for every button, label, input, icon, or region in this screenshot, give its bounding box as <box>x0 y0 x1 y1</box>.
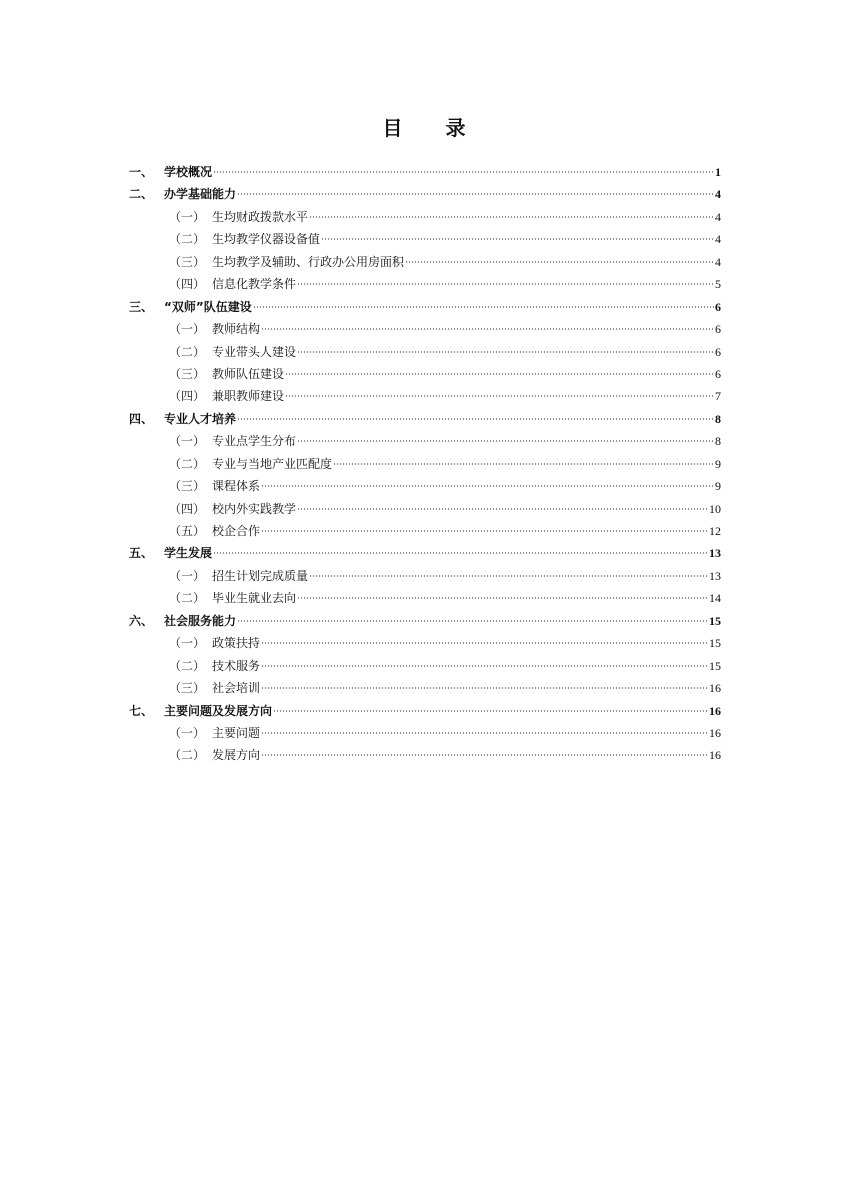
toc-leader-dots <box>237 620 708 622</box>
toc-section-entry[interactable] <box>129 677 721 699</box>
toc-entry-title: 校企合作 <box>212 524 261 538</box>
toc-entry-number: （一） <box>169 725 206 740</box>
toc-entry-number: 一、 <box>129 165 154 179</box>
toc-section-entry[interactable] <box>129 498 721 520</box>
toc-entry-page-number: 5 <box>715 277 721 292</box>
toc-entry-number: （四） <box>169 501 206 516</box>
toc-entry-number: （一） <box>169 636 206 651</box>
toc-entry-title: 专业带头人建设 <box>212 344 297 359</box>
toc-leader-dots <box>297 597 708 599</box>
toc-leader-dots <box>297 283 714 285</box>
toc-entry-page-number: 16 <box>709 725 721 740</box>
toc-section-entry[interactable] <box>129 363 721 385</box>
toc-entry-title: 专业人才培养 <box>164 411 237 426</box>
toc-entry-page-number: 4 <box>715 209 721 224</box>
toc-entry-title: 专业与当地产业匹配度 <box>212 456 333 471</box>
toc-entry-title: 主要问题 <box>212 725 261 740</box>
toc-section-entry[interactable] <box>129 385 721 407</box>
toc-leader-dots <box>285 373 714 375</box>
toc-entry-page-number: 4 <box>715 254 721 269</box>
toc-section-entry[interactable] <box>129 520 721 542</box>
toc-entry-page-number: 16 <box>709 681 721 696</box>
toc-section-entry[interactable] <box>129 251 721 273</box>
toc-section-entry[interactable] <box>129 722 721 744</box>
toc-section-entry[interactable] <box>129 228 721 250</box>
toc-entry-page-number: 15 <box>709 658 721 673</box>
toc-section-entry[interactable] <box>129 632 721 654</box>
toc-entry-page-number: 6 <box>715 322 721 337</box>
toc-entry-number: （一） <box>169 209 206 224</box>
toc-leader-dots <box>261 732 708 734</box>
toc-section-entry[interactable] <box>129 475 721 497</box>
toc-entry-number: （二） <box>169 591 206 606</box>
toc-leader-dots <box>309 575 708 577</box>
toc-leader-dots <box>285 395 714 397</box>
toc-entry-number: （二） <box>169 658 206 673</box>
toc-entry-number: （三） <box>169 479 206 494</box>
toc-section-entry[interactable] <box>129 430 721 452</box>
toc-entry-number: （一） <box>169 434 206 449</box>
toc-leader-dots <box>261 754 708 756</box>
toc-entry-page-number: 15 <box>709 613 721 628</box>
toc-leader-dots <box>333 463 714 465</box>
toc-entry-title: 招生计划完成质量 <box>212 568 309 583</box>
toc-entry-title: 主要问题及发展方向 <box>164 703 273 718</box>
toc-entry-title: 发展方向 <box>212 748 261 763</box>
toc-leader-dots <box>297 351 714 353</box>
toc-entry-title: 校内外实践教学 <box>212 501 297 516</box>
toc-entry-title: 社会服务能力 <box>164 613 237 628</box>
toc-entry-page-number: 1 <box>715 165 721 179</box>
toc-leader-dots <box>261 328 714 330</box>
toc-entry-page-number: 15 <box>709 636 721 651</box>
toc-entry-page-number: 6 <box>715 299 721 314</box>
toc-entry-title: 兼职教师建设 <box>212 389 285 404</box>
toc-entry-title: 课程体系 <box>212 479 261 494</box>
toc-entry-page-number: 16 <box>709 703 721 718</box>
toc-entry-number: （三） <box>169 681 206 696</box>
toc-entry-page-number: 9 <box>715 479 721 494</box>
toc-list <box>129 161 721 767</box>
toc-chapter-entry[interactable] <box>129 296 721 318</box>
toc-entry-page-number: 7 <box>715 389 721 404</box>
toc-entry-number: （三） <box>169 366 206 381</box>
toc-section-entry[interactable] <box>129 318 721 340</box>
toc-entry-number: 七、 <box>129 703 154 718</box>
toc-entry-title: 教师结构 <box>212 322 261 337</box>
toc-entry-number: （二） <box>169 344 206 359</box>
toc-chapter-entry[interactable] <box>129 183 721 205</box>
toc-leader-dots <box>309 216 714 218</box>
toc-entry-page-number: 6 <box>715 366 721 381</box>
toc-entry-number: 五、 <box>129 546 154 561</box>
toc-entry-number: （二） <box>169 748 206 763</box>
toc-entry-page-number: 4 <box>715 232 721 247</box>
toc-entry-page-number: 12 <box>709 524 721 538</box>
toc-entry-number: 三、 <box>129 299 154 314</box>
toc-entry-page-number: 14 <box>709 591 721 606</box>
toc-entry-page-number: 8 <box>715 411 721 426</box>
toc-entry-number: （一） <box>169 568 206 583</box>
toc-entry-number: （三） <box>169 254 206 269</box>
toc-entry-number: （五） <box>169 524 206 538</box>
toc-leader-dots <box>213 171 714 173</box>
toc-leader-dots <box>237 418 714 420</box>
toc-leader-dots <box>273 710 708 712</box>
toc-section-entry[interactable] <box>129 744 721 766</box>
toc-entry-title: 生均教学仪器设备值 <box>212 232 321 247</box>
toc-section-entry[interactable] <box>129 206 721 228</box>
toc-title: 目 录 <box>382 116 484 140</box>
toc-entry-number: （四） <box>169 389 206 404</box>
toc-leader-dots <box>237 193 714 195</box>
toc-section-entry[interactable] <box>129 341 721 363</box>
toc-entry-title: 社会培训 <box>212 681 261 696</box>
toc-leader-dots <box>253 306 714 308</box>
toc-section-entry[interactable] <box>129 587 721 609</box>
toc-entry-page-number: 13 <box>709 568 721 583</box>
toc-entry-page-number: 8 <box>715 434 721 449</box>
toc-leader-dots <box>297 508 708 510</box>
toc-leader-dots <box>261 665 708 667</box>
toc-entry-page-number: 9 <box>715 456 721 471</box>
toc-entry-title: 学校概况 <box>164 165 213 179</box>
toc-entry-page-number: 6 <box>715 344 721 359</box>
toc-entry-page-number: 10 <box>709 501 721 516</box>
toc-leader-dots <box>261 642 708 644</box>
toc-entry-title: 办学基础能力 <box>164 187 237 202</box>
toc-entry-title: 生均教学及辅助、行政办公用房面积 <box>212 254 405 269</box>
toc-entry-title: 教师队伍建设 <box>212 366 285 381</box>
toc-leader-dots <box>297 440 714 442</box>
toc-section-entry[interactable] <box>129 655 721 677</box>
toc-entry-number: （二） <box>169 232 206 247</box>
toc-leader-dots <box>405 261 714 263</box>
toc-leader-dots <box>321 238 714 240</box>
toc-chapter-entry[interactable] <box>129 408 721 430</box>
toc-entry-number: 二、 <box>129 187 154 202</box>
toc-entry-title: 学生发展 <box>164 546 213 561</box>
toc-chapter-entry[interactable] <box>129 700 721 722</box>
toc-entry-page-number: 16 <box>709 748 721 763</box>
toc-entry-title: 技术服务 <box>212 658 261 673</box>
toc-entry-title: 政策扶持 <box>212 636 261 651</box>
toc-chapter-entry[interactable] <box>129 161 721 183</box>
toc-entry-title: 专业点学生分布 <box>212 434 297 449</box>
toc-entry-page-number: 13 <box>709 546 721 561</box>
toc-entry-title: 信息化教学条件 <box>212 277 297 292</box>
toc-entry-number: （一） <box>169 322 206 337</box>
toc-entry-title: “双师”队伍建设 <box>164 299 252 314</box>
toc-entry-title: 毕业生就业去向 <box>212 591 297 606</box>
toc-section-entry[interactable] <box>129 565 721 587</box>
toc-leader-dots <box>261 530 708 532</box>
toc-section-entry[interactable] <box>129 453 721 475</box>
toc-leader-dots <box>261 687 708 689</box>
toc-section-entry[interactable] <box>129 273 721 295</box>
toc-entry-number: （四） <box>169 277 206 292</box>
toc-entry-number: 六、 <box>129 613 154 628</box>
toc-entry-number: （二） <box>169 456 206 471</box>
toc-leader-dots <box>261 485 714 487</box>
toc-chapter-entry[interactable] <box>129 542 721 564</box>
toc-entry-page-number: 4 <box>715 187 721 202</box>
toc-entry-number: 四、 <box>129 411 154 426</box>
toc-leader-dots <box>213 552 708 554</box>
toc-entry-title: 生均财政拨款水平 <box>212 209 309 224</box>
toc-chapter-entry[interactable] <box>129 610 721 632</box>
